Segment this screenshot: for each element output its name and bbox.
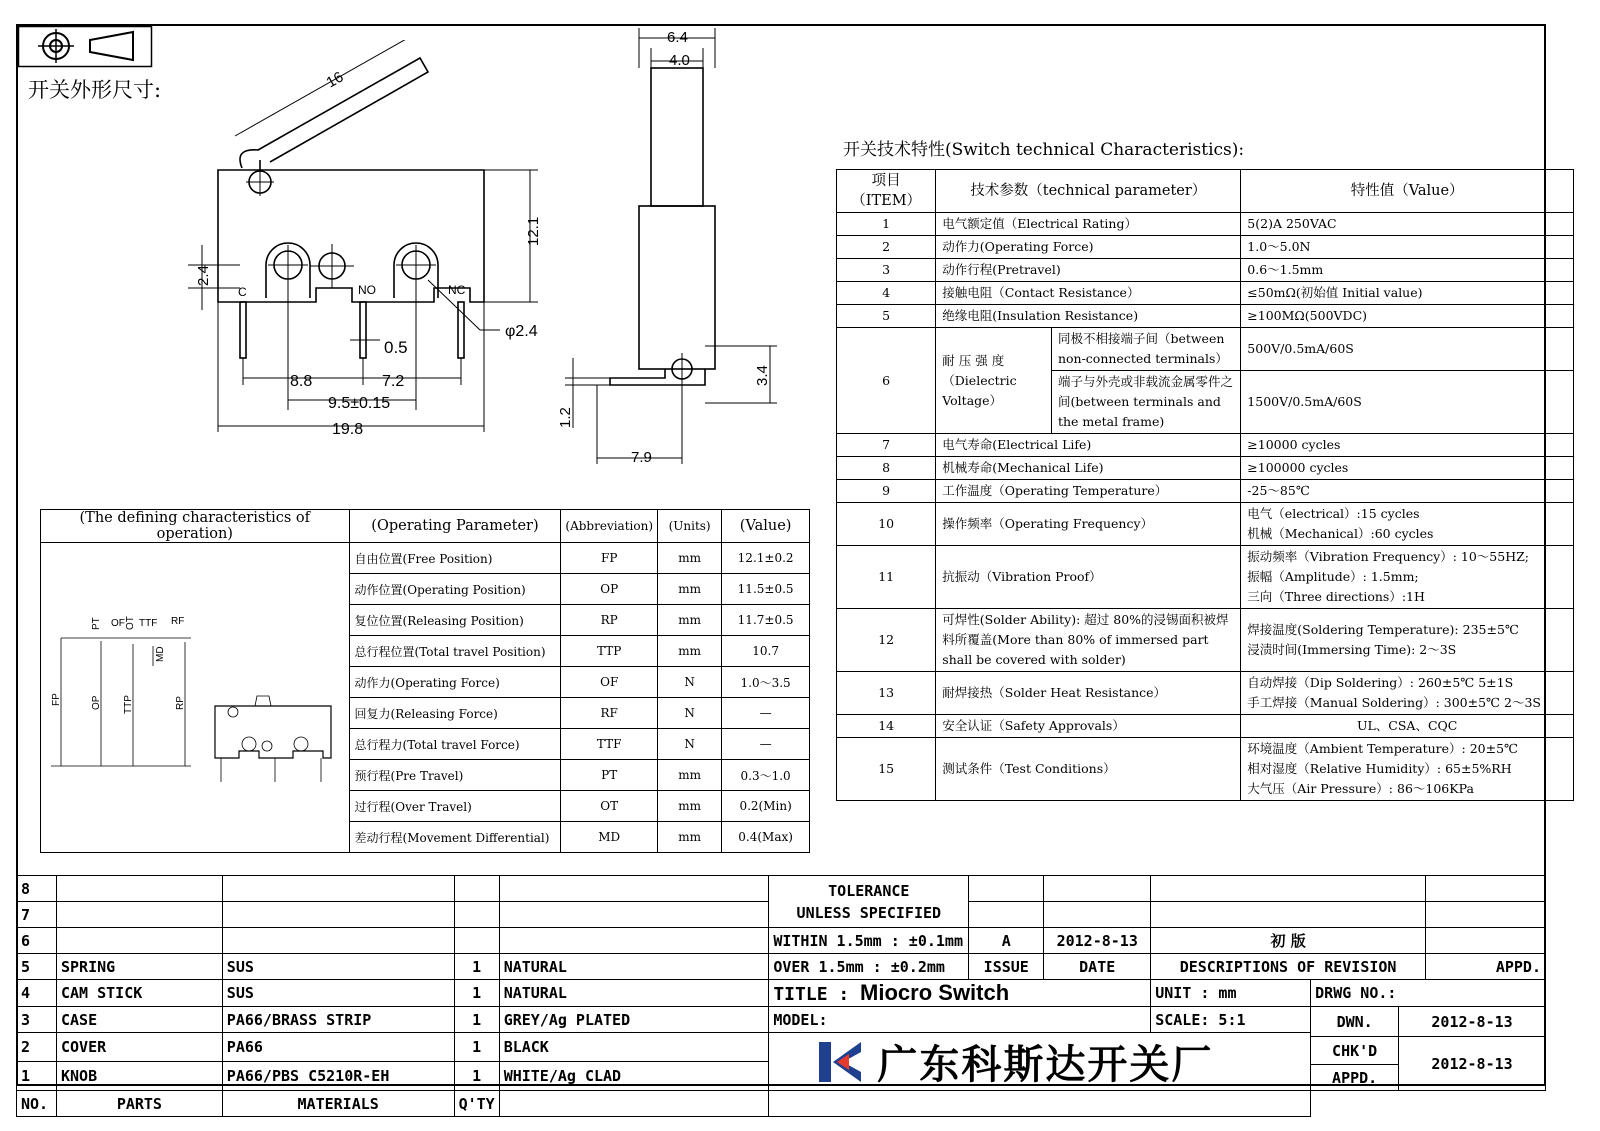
company-logo-icon bbox=[817, 1040, 865, 1084]
operating-diagram-cell bbox=[41, 543, 350, 853]
dim-9-5: 9.5±0.15 bbox=[328, 395, 391, 412]
dim-2-4: 2.4 bbox=[195, 265, 212, 286]
dwn-label: DWN. bbox=[1311, 1007, 1398, 1037]
table-row: 复位位置(Releasing Position) RP mm 11.7±0.5 bbox=[41, 605, 810, 636]
company-cell bbox=[769, 1033, 1311, 1091]
chkd-date: 2012-8-13 bbox=[1431, 1054, 1513, 1073]
title-field: TITLE : Miocro Switch bbox=[769, 980, 1151, 1007]
dim-3-4: 3.4 bbox=[754, 365, 771, 386]
operating-table bbox=[40, 509, 810, 853]
projection-symbol-icon bbox=[18, 26, 153, 68]
table-row: NO. PARTS MATERIALS Q'TY bbox=[17, 1091, 1546, 1117]
table-row: 动作位置(Operating Position) OP mm 11.5±0.5 bbox=[41, 574, 810, 605]
dim-16: 16 bbox=[323, 68, 347, 92]
dim-6-4: 6.4 bbox=[667, 29, 688, 46]
table-row: 总行程位置(Total travel Position) TTP mm 10.7 bbox=[41, 636, 810, 667]
table-row: 2 动作力(Operating Force) 1.0～5.0N bbox=[837, 236, 1574, 259]
svg-text:OT: OT bbox=[125, 616, 136, 630]
table-row: PT OF OT TTF RF MD FP OP TTP RP 自由位置(Free Position) FP mm 12.1±0.2 bbox=[41, 543, 810, 574]
table-row: 总行程力(Total travel Force) TTF N — bbox=[41, 729, 810, 760]
table-row: 14 安全认证（Safety Approvals） UL、CSA、CQC bbox=[837, 715, 1574, 738]
table-row: 动作力(Operating Force) OF N 1.0～3.5 bbox=[41, 667, 810, 698]
company-name: 广东科斯达开关厂 bbox=[877, 1043, 1214, 1087]
table-row: 2 COVER PA66 1 BLACK 广东科斯达开关厂 bbox=[17, 1033, 1546, 1062]
unit-field: UNIT : mm bbox=[1151, 980, 1311, 1007]
spec-header-param: 技术参数（technical parameter） bbox=[936, 170, 1241, 213]
table-row: 10 操作频率（Operating Frequency） 电气（electrical）:15 cycles 机械（Mechanical）:60 cycles bbox=[837, 503, 1574, 546]
dim-7-9: 7.9 bbox=[631, 449, 652, 466]
tolerance-within: WITHIN 1.5mm : ±0.1mm bbox=[769, 928, 969, 954]
table-row: 3 CASE PA66/BRASS STRIP 1 GREY/Ag PLATED MODEL: SCALE: 5:1 DWN. 2012-8-13 CHK'D 2012-8-13 APPD. bbox=[17, 1007, 1546, 1033]
dwn-date: 2012-8-13 bbox=[1399, 1007, 1545, 1037]
tolerance-header: TOLERANCE UNLESS SPECIFIED bbox=[769, 876, 969, 928]
table-row: 4 接触电阻（Contact Resistance） ≤50mΩ(初始值 Initial value) bbox=[837, 282, 1574, 305]
dim-4-0: 4.0 bbox=[669, 52, 690, 69]
dim-8-8: 8.8 bbox=[290, 373, 313, 390]
drawing-title: 开关外形尺寸: bbox=[28, 78, 162, 102]
table-row: 端子与外壳或非载流金属零件之间(between terminals and the metal frame) 1500V/0.5mA/60S bbox=[837, 371, 1574, 434]
table-row: 3 动作行程(Pretravel) 0.6～1.5mm bbox=[837, 259, 1574, 282]
table-row: 8 机械寿命(Mechanical Life) ≥100000 cycles bbox=[837, 457, 1574, 480]
table-row: 15 测试条件（Test Conditions） 环境温度（Ambient Temperature）: 20±5℃ 相对湿度（Relative Humidity）: 65±5%RH 大气压（Air Pressure）: 86～106KPa bbox=[837, 738, 1574, 801]
table-row: 13 耐焊接热（Solder Heat Resistance） 自动焊接（Dip Soldering）: 260±5℃ 5±1S 手工焊接（Manual Soldering）: 300±5℃ 2～3S bbox=[837, 672, 1574, 715]
spec-header-item: 项目 （ITEM） bbox=[837, 170, 936, 213]
table-row: 7 bbox=[17, 902, 1546, 928]
dim-phi-2-4: φ2.4 bbox=[505, 323, 538, 340]
dim-12-1: 12.1 bbox=[525, 216, 542, 246]
chkd-label: CHK'D bbox=[1311, 1037, 1398, 1065]
table-row: 1 KNOB PA66/PBS C5210R-EH 1 WHITE/Ag CLAD bbox=[17, 1062, 1546, 1091]
svg-text:TTF: TTF bbox=[139, 618, 158, 629]
model-field: MODEL: bbox=[769, 1007, 1151, 1033]
svg-text:FP: FP bbox=[51, 693, 62, 706]
terminal-c-label: C bbox=[238, 285, 247, 299]
dim-7-2: 7.2 bbox=[382, 373, 405, 390]
dim-0-5: 0.5 bbox=[384, 338, 408, 357]
oper-header-abbr: (Abbreviation) bbox=[561, 510, 658, 543]
oper-header-units: (Units) bbox=[658, 510, 722, 543]
switch-front-view bbox=[180, 40, 570, 440]
spec-title: 开关技术特性(Switch technical Characteristics): bbox=[843, 140, 1245, 160]
title-block bbox=[16, 875, 1546, 1117]
svg-text:TTP: TTP bbox=[123, 695, 134, 714]
table-row: 回复力(Releasing Force) RF N — bbox=[41, 698, 810, 729]
svg-text:OF: OF bbox=[111, 618, 125, 629]
table-row: 1 电气额定值（Electrical Rating） 5(2)A 250VAC bbox=[837, 213, 1574, 236]
dim-19-8: 19.8 bbox=[332, 421, 364, 438]
svg-text:OP: OP bbox=[91, 695, 102, 710]
revision-desc: 初 版 bbox=[1151, 928, 1426, 954]
table-row: 9 工作温度（Operating Temperature） -25～85℃ bbox=[837, 480, 1574, 503]
table-row: 5 绝缘电阻(Insulation Resistance) ≥100MΩ(500VDC) bbox=[837, 305, 1574, 328]
table-row: 6 WITHIN 1.5mm : ±0.1mm A 2012-8-13 初 版 bbox=[17, 928, 1546, 954]
appd-label: APPD. bbox=[1311, 1065, 1398, 1090]
svg-text:MD: MD bbox=[155, 646, 166, 662]
oper-header-char: (The defining characteristics of operation) bbox=[41, 510, 350, 543]
table-row: 8 TOLERANCE UNLESS SPECIFIED bbox=[17, 876, 1546, 902]
tolerance-over: OVER 1.5mm : ±0.2mm bbox=[769, 954, 969, 980]
oper-header-value: (Value) bbox=[722, 510, 810, 543]
revision-date: 2012-8-13 bbox=[1044, 928, 1151, 954]
spec-table bbox=[836, 169, 1574, 801]
table-row: 11 抗振动（Vibration Proof） 振动频率（Vibration Frequency）: 10～55HZ; 振幅（Amplitude）: 1.5mm; 三向（Three directions）:1H bbox=[837, 546, 1574, 609]
table-row: 5 SPRING SUS 1 NATURAL OVER 1.5mm : ±0.2mm ISSUE DATE DESCRIPTIONS OF REVISION APPD. bbox=[17, 954, 1546, 980]
dim-1-2: 1.2 bbox=[557, 407, 574, 428]
operating-diagram bbox=[41, 546, 341, 846]
table-row: 过行程(Over Travel) OT mm 0.2(Min) bbox=[41, 791, 810, 822]
svg-text:RF: RF bbox=[171, 616, 185, 627]
table-row: 预行程(Pre Travel) PT mm 0.3～1.0 bbox=[41, 760, 810, 791]
table-row: 6 耐 压 强 度 （Dielectric Voltage） 同极不相接端子间（between non-connected terminals） 500V/0.5mA/60S bbox=[837, 328, 1574, 371]
table-row: 4 CAM STICK SUS 1 NATURAL TITLE : Miocro Switch UNIT : mm DRWG NO.: bbox=[17, 980, 1546, 1007]
terminal-no-label: NO bbox=[358, 283, 376, 297]
svg-text:RP: RP bbox=[175, 696, 186, 710]
drwg-no-field: DRWG NO.: bbox=[1311, 980, 1546, 1007]
table-row: 12 可焊性(Solder Ability): 超过 80%的浸锡面积被焊料所覆盖(More than 80% of immersed part shall be covered with solder) 焊接温度(Soldering Temperature): 235±5℃ 浸渍时间(Immersing Time): 2～3S bbox=[837, 609, 1574, 672]
oper-header-param: (Operating Parameter) bbox=[349, 510, 561, 543]
table-row: 差动行程(Movement Differential) MD mm 0.4(Max) bbox=[41, 822, 810, 853]
svg-text:PT: PT bbox=[91, 617, 102, 630]
terminal-nc-label: NC bbox=[448, 283, 466, 297]
revision-issue: A bbox=[969, 928, 1044, 954]
table-row: 7 电气寿命(Electrical Life) ≥10000 cycles bbox=[837, 434, 1574, 457]
spec-header-value: 特性值（Value） bbox=[1241, 170, 1574, 213]
switch-side-view bbox=[555, 28, 785, 468]
scale-field: SCALE: 5:1 bbox=[1151, 1007, 1311, 1033]
